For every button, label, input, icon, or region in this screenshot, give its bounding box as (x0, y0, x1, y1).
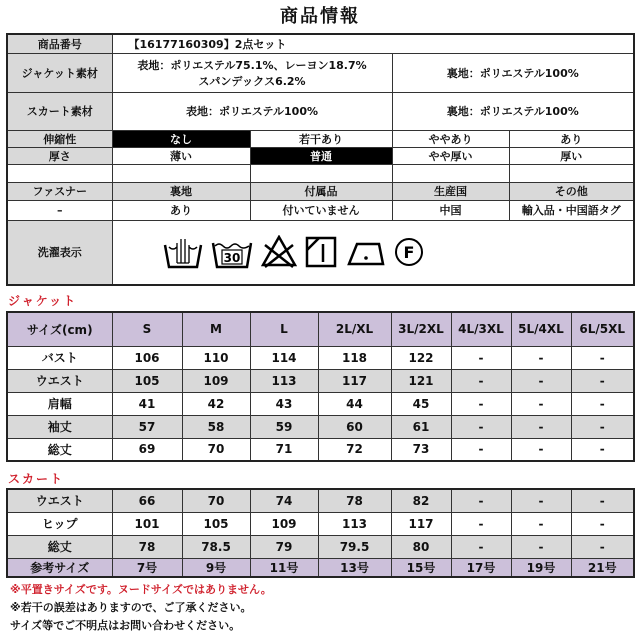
cell: 109 (250, 512, 318, 535)
cell: 15号 (391, 558, 451, 577)
row-label: 総丈 (7, 438, 112, 461)
cell: 13号 (318, 558, 391, 577)
jacket-material-label: ジャケット素材 (7, 53, 112, 92)
svg-text:F: F (403, 243, 414, 263)
attr-header-lining: 裏地 (112, 182, 250, 200)
no-bleach-icon (261, 235, 297, 269)
svg-text:30: 30 (223, 251, 240, 266)
row-label: ウエスト (7, 369, 112, 392)
attr-value-accessories: 付いていません (250, 200, 392, 220)
table-row (7, 512, 634, 535)
cell: - (511, 369, 571, 392)
cell: 79 (250, 535, 318, 558)
table-row (7, 392, 634, 415)
care-label: 洗濯表示 (7, 220, 112, 285)
skirt-lining-material: 裏地：ポリエステル100% (392, 92, 634, 130)
stretch-option: 若干あり (250, 130, 392, 147)
skirt-outer-material: 表地：ポリエステル100% (112, 92, 392, 130)
thickness-option: 薄い (112, 147, 250, 164)
cell: - (451, 489, 511, 512)
cell: 101 (112, 512, 182, 535)
row-label: ヒップ (7, 512, 112, 535)
note-tolerance: ※若干の誤差はありますので、ご了承ください。 (10, 601, 252, 614)
cell: 60 (318, 415, 391, 438)
thickness-option: やや厚い (392, 147, 509, 164)
header-2l: 2L/XL (318, 312, 391, 346)
cell: 71 (250, 438, 318, 461)
header-m: M (182, 312, 250, 346)
cell: 70 (182, 489, 250, 512)
cell: 114 (250, 346, 318, 369)
cell: - (571, 512, 634, 535)
jacket-outer-material (112, 53, 392, 92)
table-row (7, 346, 634, 369)
cell: 110 (182, 346, 250, 369)
cell: - (571, 369, 634, 392)
cell: - (511, 535, 571, 558)
cell: 45 (391, 392, 451, 415)
iron-low-icon (345, 236, 385, 268)
cell: 61 (391, 415, 451, 438)
row-label: 総丈 (7, 535, 112, 558)
stretch-label: 伸縮性 (7, 130, 112, 147)
cell: 79.5 (318, 535, 391, 558)
header-s: S (112, 312, 182, 346)
note-flat-measure: ※平置きサイズです。ヌードサイズではありません。 (10, 583, 272, 596)
cell: 117 (318, 369, 391, 392)
product-no-label: 商品番号 (7, 34, 112, 53)
cell: - (511, 438, 571, 461)
cell: - (451, 512, 511, 535)
stretch-option-selected: なし (112, 130, 250, 147)
header-size: サイズ(cm) (7, 312, 112, 346)
header-5l: 5L/4XL (511, 312, 571, 346)
skirt-material-label: スカート素材 (7, 92, 112, 130)
page-title: 商品情報 (280, 6, 360, 27)
row-label: ウエスト (7, 489, 112, 512)
cell: 121 (391, 369, 451, 392)
table-row (7, 369, 634, 392)
table-row (7, 489, 634, 512)
cell: - (451, 369, 511, 392)
cell: 69 (112, 438, 182, 461)
dry-clean-f-icon (393, 236, 425, 268)
cell: 17号 (451, 558, 511, 577)
jacket-section-title: ジャケット (8, 294, 78, 308)
row-label: 肩幅 (7, 392, 112, 415)
thickness-option: 厚い (509, 147, 634, 164)
header-4l: 4L/3XL (451, 312, 511, 346)
cell: 41 (112, 392, 182, 415)
cell: 78 (318, 489, 391, 512)
cell: 11号 (250, 558, 318, 577)
cell: 78 (112, 535, 182, 558)
empty-cell (112, 164, 250, 182)
attr-value-fastener: – (7, 200, 112, 220)
note-contact: サイズ等でご不明点はお問い合わせください。 (10, 619, 241, 632)
cell: 117 (391, 512, 451, 535)
attr-value-lining: あり (112, 200, 250, 220)
cell: 43 (250, 392, 318, 415)
jacket-size-table (6, 311, 635, 462)
cell: - (511, 415, 571, 438)
cell: 59 (250, 415, 318, 438)
cell: 105 (182, 512, 250, 535)
cell: 42 (182, 392, 250, 415)
cell: 118 (318, 346, 391, 369)
thickness-option-selected: 普通 (250, 147, 392, 164)
cell: - (511, 489, 571, 512)
stretch-option: あり (509, 130, 634, 147)
cell: - (511, 512, 571, 535)
cell: 122 (391, 346, 451, 369)
cell: 80 (391, 535, 451, 558)
cell: - (571, 415, 634, 438)
jacket-lining-material: 裏地：ポリエステル100% (392, 53, 634, 92)
cell: 73 (391, 438, 451, 461)
attr-header-fastener: ファスナー (7, 182, 112, 200)
wash-30-icon (211, 235, 253, 269)
cell: - (571, 489, 634, 512)
header-3l: 3L/2XL (391, 312, 451, 346)
cell: - (451, 392, 511, 415)
empty-cell (509, 164, 634, 182)
table-row (7, 438, 634, 461)
empty-cell (250, 164, 392, 182)
jacket-outer-line2: スパンデックス6.2% (198, 74, 306, 88)
cell: - (571, 346, 634, 369)
ref-size-row (7, 558, 634, 577)
cell: 105 (112, 369, 182, 392)
table-row (7, 415, 634, 438)
cell: 106 (112, 346, 182, 369)
product-no-value: 【16177160309】2点セット (112, 34, 634, 53)
cell: - (511, 392, 571, 415)
row-label: 参考サイズ (7, 558, 112, 577)
cell: - (451, 535, 511, 558)
header-l: L (250, 312, 318, 346)
thickness-label: 厚さ (7, 147, 112, 164)
empty-cell (392, 164, 509, 182)
cell: 21号 (571, 558, 634, 577)
cell: 58 (182, 415, 250, 438)
stretch-option: ややあり (392, 130, 509, 147)
jacket-outer-line1: 表地：ポリエステル75.1%、レーヨン18.7% (137, 58, 367, 72)
header-6l: 6L/5XL (571, 312, 634, 346)
row-label: バスト (7, 346, 112, 369)
hand-wash-icon (163, 235, 203, 269)
skirt-section-title: スカート (8, 472, 65, 486)
cell: 44 (318, 392, 391, 415)
cell: 72 (318, 438, 391, 461)
cell: 74 (250, 489, 318, 512)
cell: 57 (112, 415, 182, 438)
cell: 109 (182, 369, 250, 392)
attr-value-other: 輸入品・中国語タグ (509, 200, 634, 220)
row-label: 袖丈 (7, 415, 112, 438)
cell: - (451, 438, 511, 461)
cell: 113 (250, 369, 318, 392)
cell: 78.5 (182, 535, 250, 558)
attr-header-accessories: 付属品 (250, 182, 392, 200)
cell: 19号 (511, 558, 571, 577)
attr-header-other: その他 (509, 182, 634, 200)
cell: - (451, 415, 511, 438)
cell: 70 (182, 438, 250, 461)
cell: - (571, 392, 634, 415)
drip-dry-shade-icon (305, 236, 337, 268)
cell: 82 (391, 489, 451, 512)
cell: 66 (112, 489, 182, 512)
cell: - (571, 535, 634, 558)
cell: - (451, 346, 511, 369)
care-icons-cell (112, 220, 634, 285)
attr-header-country: 生産国 (392, 182, 509, 200)
cell: 7号 (112, 558, 182, 577)
cell: 113 (318, 512, 391, 535)
product-info-table (6, 33, 635, 286)
cell: - (571, 438, 634, 461)
table-row (7, 535, 634, 558)
cell: 9号 (182, 558, 250, 577)
attr-value-country: 中国 (392, 200, 509, 220)
skirt-size-table (6, 488, 635, 578)
cell: - (511, 346, 571, 369)
empty-cell (7, 164, 112, 182)
